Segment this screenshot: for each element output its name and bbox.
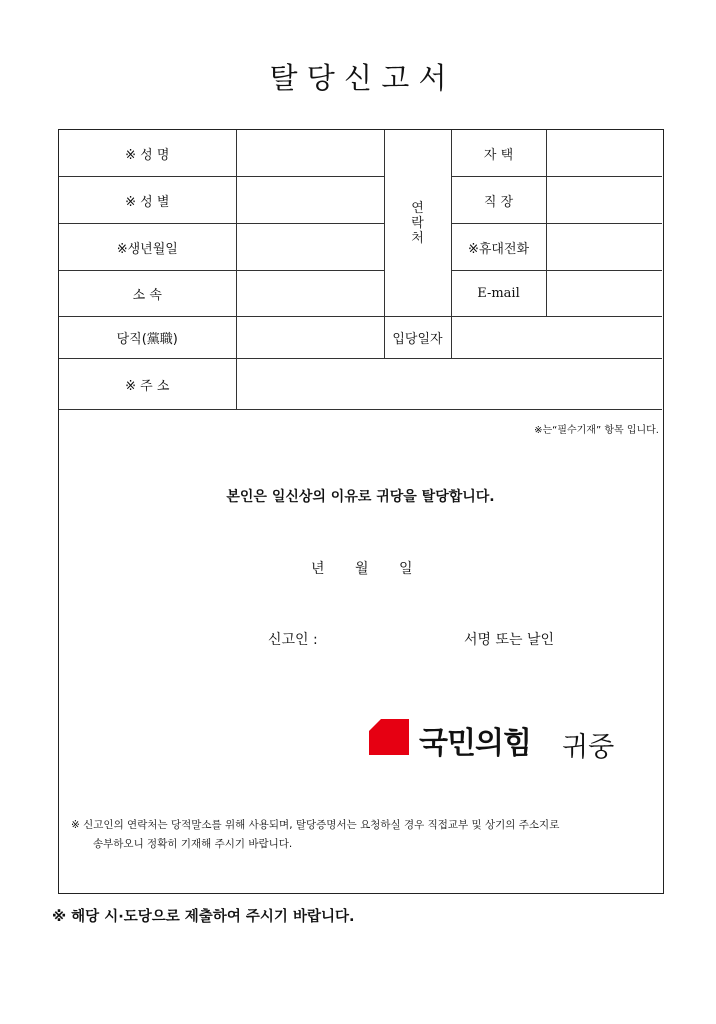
contact-label — [384, 130, 451, 317]
required-fields-note: ※는“필수기재” 항목 입니다. — [534, 425, 659, 436]
footnote — [71, 816, 656, 854]
signature-label: 서명 또는 날인 — [464, 632, 555, 648]
mobile-label: ※휴대전화 — [451, 224, 546, 271]
affiliation-label: 소 속 — [59, 271, 236, 317]
footnote-line-1: ※ 신고인의 연락처는 당적말소를 위해 사용되며, 탈당증명서는 요청하실 경우 직접교부 및 상기의 주소지로 — [71, 819, 560, 831]
addressee-suffix: 귀중 — [562, 732, 615, 763]
email-field[interactable] — [546, 271, 662, 317]
address-field[interactable] — [236, 359, 662, 410]
join-date-label: 입당일자 — [384, 317, 451, 359]
name-label: ※ 성 명 — [59, 130, 236, 177]
mobile-field[interactable] — [546, 224, 662, 271]
email-label: E-mail — [451, 271, 546, 317]
birthdate-label: ※생년월일 — [59, 224, 236, 271]
reporter-label: 신고인 : — [268, 632, 318, 648]
address-label: ※ 주 소 — [59, 359, 236, 410]
party-name: 국민의힘 — [419, 726, 531, 761]
name-field[interactable] — [236, 130, 384, 177]
affiliation-field[interactable] — [236, 271, 384, 317]
party-logo-icon — [369, 719, 409, 755]
gender-field[interactable] — [236, 177, 384, 224]
contact-label-text: 연 락 처 — [411, 200, 424, 246]
birthdate-field[interactable] — [236, 224, 384, 271]
work-phone-field[interactable] — [546, 177, 662, 224]
party-post-field[interactable] — [236, 317, 384, 359]
gender-label: ※ 성 별 — [59, 177, 236, 224]
submission-note: ※ 해당 시·도당으로 제출하여 주시기 바랍니다. — [52, 909, 355, 925]
party-post-label: 당직(黨職) — [59, 317, 236, 359]
date-line: 년 월 일 — [311, 561, 413, 577]
work-phone-label: 직 장 — [451, 177, 546, 224]
footnote-line-2: 송부하오니 정확히 기재해 주시기 바랍니다. — [93, 838, 293, 850]
withdrawal-statement: 본인은 일신상의 이유로 귀당을 탈당합니다. — [226, 489, 495, 505]
info-table — [59, 130, 662, 410]
join-date-field[interactable] — [451, 317, 662, 359]
document-title: 탈 당 신 고 서 — [269, 61, 447, 95]
home-phone-label: 자 택 — [451, 130, 546, 177]
withdrawal-form — [58, 129, 664, 894]
home-phone-field[interactable] — [546, 130, 662, 177]
